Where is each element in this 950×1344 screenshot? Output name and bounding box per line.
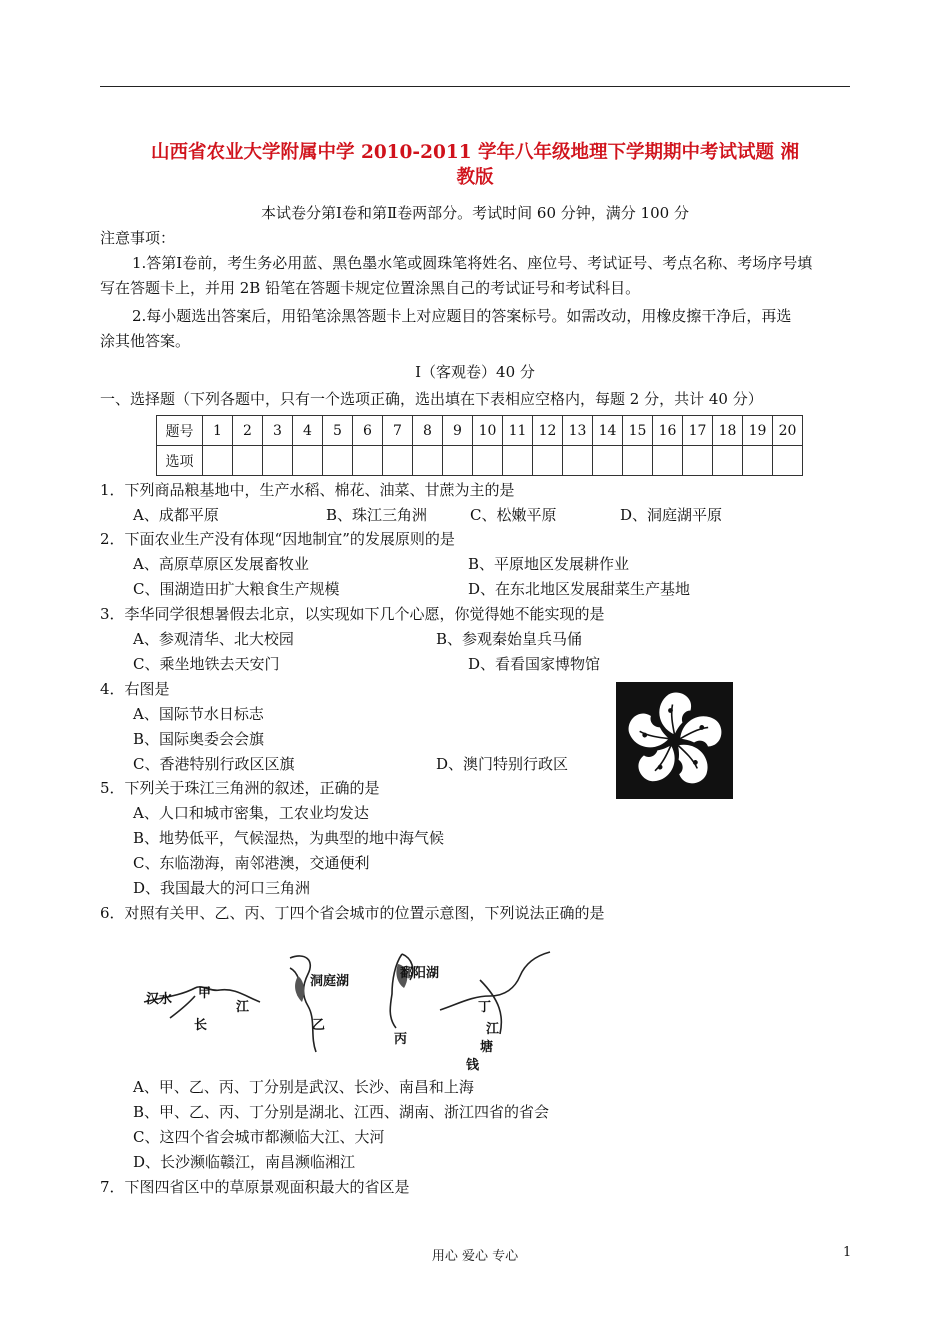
section-1-title: Ⅰ（客观卷）40 分: [415, 363, 535, 381]
answer-table-choice-row: [157, 446, 803, 476]
answer-cell[interactable]: [383, 446, 413, 476]
answer-number: 13: [563, 416, 593, 446]
answer-cell[interactable]: [503, 446, 533, 476]
answer-cell[interactable]: [713, 446, 743, 476]
answer-cell[interactable]: [233, 446, 263, 476]
answer-cell[interactable]: [473, 446, 503, 476]
answer-number: 11: [503, 416, 533, 446]
map-label-poyanghu: 鄱阳湖: [400, 966, 440, 981]
note-1-line-1: 1.答第Ⅰ卷前，考生务必用蓝、黑色墨水笔或圆珠笔将姓名、座位号、考试证号、考点名称、考场序号填: [132, 254, 813, 272]
question-6-option-a[interactable]: A、甲、乙、丙、丁分别是武汉、长沙、南昌和上海: [133, 1078, 474, 1096]
answer-number: 8: [413, 416, 443, 446]
map-label-jiang-2: 江: [486, 1022, 500, 1037]
map-label-yi: 乙: [312, 1018, 326, 1033]
answer-number: 18: [713, 416, 743, 446]
question-4-option-a[interactable]: A、国际节水日标志: [133, 705, 264, 723]
answer-number: 7: [383, 416, 413, 446]
answer-cell[interactable]: [653, 446, 683, 476]
answer-cell[interactable]: [413, 446, 443, 476]
question-4-stem: 4．右图是: [100, 680, 170, 698]
question-4-option-c[interactable]: C、香港特别行政区区旗: [133, 755, 295, 773]
answer-cell[interactable]: [353, 446, 383, 476]
notes-heading: 注意事项：: [100, 229, 176, 247]
answer-cell[interactable]: [623, 446, 653, 476]
header-rule: [100, 86, 850, 87]
answer-cell[interactable]: [593, 446, 623, 476]
question-1-option-d[interactable]: D、洞庭湖平原: [620, 506, 723, 524]
map-label-dongtinghu: 洞庭湖: [310, 974, 350, 989]
map-label-chang: 长: [194, 1018, 208, 1033]
question-3-stem: 3．李华同学很想暑假去北京，以实现如下几个心愿，你觉得她不能实现的是: [100, 605, 605, 623]
question-2-stem: 2．下面农业生产没有体现“因地制宜”的发展原则的是: [100, 530, 455, 548]
bauhinia-icon: [616, 682, 733, 799]
answer-table-row-label: 选项: [157, 446, 203, 476]
answer-cell[interactable]: [743, 446, 773, 476]
answer-number: 15: [623, 416, 653, 446]
answer-number: 6: [353, 416, 383, 446]
question-6-option-d[interactable]: D、长沙濒临赣江，南昌濒临湘江: [133, 1153, 356, 1171]
question-5-option-d[interactable]: D、我国最大的河口三角洲: [133, 879, 311, 897]
page-number: 1: [843, 1245, 852, 1260]
note-2-line-1: 2.每小题选出答案后，用铅笔涂黑答题卡上对应题目的答案标号。如需改动，用橡皮擦干净后，再选: [132, 307, 792, 325]
answer-cell[interactable]: [683, 446, 713, 476]
question-5-option-a[interactable]: A、人口和城市密集，工农业均发达: [133, 804, 369, 822]
answer-table: [156, 415, 803, 476]
question-1-stem: 1．下列商品粮基地中，生产水稻、棉花、油菜、甘蔗为主的是: [100, 481, 515, 499]
question-2-option-a[interactable]: A、高原草原区发展畜牧业: [133, 555, 309, 573]
question-4-option-d[interactable]: D、澳门特别行政区: [436, 755, 569, 773]
question-1-option-c[interactable]: C、松嫩平原: [470, 506, 557, 524]
answer-cell[interactable]: [263, 446, 293, 476]
answer-number: 14: [593, 416, 623, 446]
hong-kong-flag-image: [616, 682, 733, 799]
answer-number: 3: [263, 416, 293, 446]
answer-cell[interactable]: [293, 446, 323, 476]
map-label-hanshui: 汉水: [146, 992, 173, 1007]
answer-cell[interactable]: [773, 446, 803, 476]
answer-number: 17: [683, 416, 713, 446]
answer-number: 2: [233, 416, 263, 446]
title-line-1: 山西省农业大学附属中学 2010-2011 学年八年级地理下学期期中考试试题 湘: [151, 142, 799, 163]
question-2-option-c[interactable]: C、围湖造田扩大粮食生产规模: [133, 580, 340, 598]
city-location-map: [140, 940, 580, 1073]
answer-number: 12: [533, 416, 563, 446]
map-label-qian: 钱: [466, 1058, 480, 1073]
answer-number: 20: [773, 416, 803, 446]
question-6-stem: 6．对照有关甲、乙、丙、丁四个省会城市的位置示意图，下列说法正确的是: [100, 904, 605, 922]
question-3-option-a[interactable]: A、参观清华、北大校园: [133, 630, 294, 648]
question-3-option-d[interactable]: D、看看国家博物馆: [468, 655, 601, 673]
question-1-option-b[interactable]: B、珠江三角洲: [326, 506, 428, 524]
answer-cell[interactable]: [203, 446, 233, 476]
page-footer: 用心 爱心 专心: [431, 1249, 519, 1264]
map-label-bing: 丙: [394, 1032, 408, 1047]
map-label-ding: 丁: [478, 1000, 492, 1015]
answer-number: 10: [473, 416, 503, 446]
question-4-option-b[interactable]: B、国际奥委会会旗: [133, 730, 265, 748]
answer-number: 9: [443, 416, 473, 446]
answer-cell[interactable]: [563, 446, 593, 476]
document-title: [100, 140, 850, 190]
river-map-sketch: [140, 940, 580, 1068]
question-6-option-c[interactable]: C、这四个省会城市都濒临大江、大河: [133, 1128, 385, 1146]
question-7-stem: 7．下图四省区中的草原景观面积最大的省区是: [100, 1178, 410, 1196]
answer-number: 4: [293, 416, 323, 446]
note-2-line-2: 涂其他答案。: [100, 332, 191, 350]
map-label-jiang-1: 江: [236, 1000, 250, 1015]
answer-cell[interactable]: [443, 446, 473, 476]
map-label-tang: 塘: [480, 1040, 494, 1055]
answer-cell[interactable]: [323, 446, 353, 476]
answer-number: 5: [323, 416, 353, 446]
question-1-option-a[interactable]: A、成都平原: [133, 506, 219, 524]
answer-table-number-row: [157, 416, 803, 446]
part-1-instruction: 一、选择题（下列各题中，只有一个选项正确，选出填在下表相应空格内，每题 2 分，共计 40 分）: [100, 390, 763, 408]
map-label-jia: 甲: [198, 986, 212, 1001]
question-3-option-b[interactable]: B、参观秦始皇兵马俑: [436, 630, 583, 648]
question-6-option-b[interactable]: B、甲、乙、丙、丁分别是湖北、江西、湖南、浙江四省的省会: [133, 1103, 550, 1121]
question-3-option-c[interactable]: C、乘坐地铁去天安门: [133, 655, 280, 673]
answer-cell[interactable]: [533, 446, 563, 476]
answer-number: 16: [653, 416, 683, 446]
question-5-option-c[interactable]: C、东临渤海，南邻港澳，交通便利: [133, 854, 370, 872]
answer-table-row-label: 题号: [157, 416, 203, 446]
note-1-line-2: 写在答题卡上，并用 2B 铅笔在答题卡规定位置涂黑自己的考试证号和考试科目。: [100, 279, 641, 297]
title-line-2: 教版: [456, 167, 494, 188]
answer-number: 1: [203, 416, 233, 446]
question-2-option-d[interactable]: D、在东北地区发展甜菜生产基地: [468, 580, 691, 598]
answer-number: 19: [743, 416, 773, 446]
question-5-stem: 5．下列关于珠江三角洲的叙述，正确的是: [100, 779, 380, 797]
question-5-option-b[interactable]: B、地势低平，气候湿热，为典型的地中海气候: [133, 829, 445, 847]
question-2-option-b[interactable]: B、平原地区发展耕作业: [468, 555, 630, 573]
exam-intro: 本试卷分第Ⅰ卷和第Ⅱ卷两部分。考试时间 60 分钟，满分 100 分: [261, 204, 689, 222]
